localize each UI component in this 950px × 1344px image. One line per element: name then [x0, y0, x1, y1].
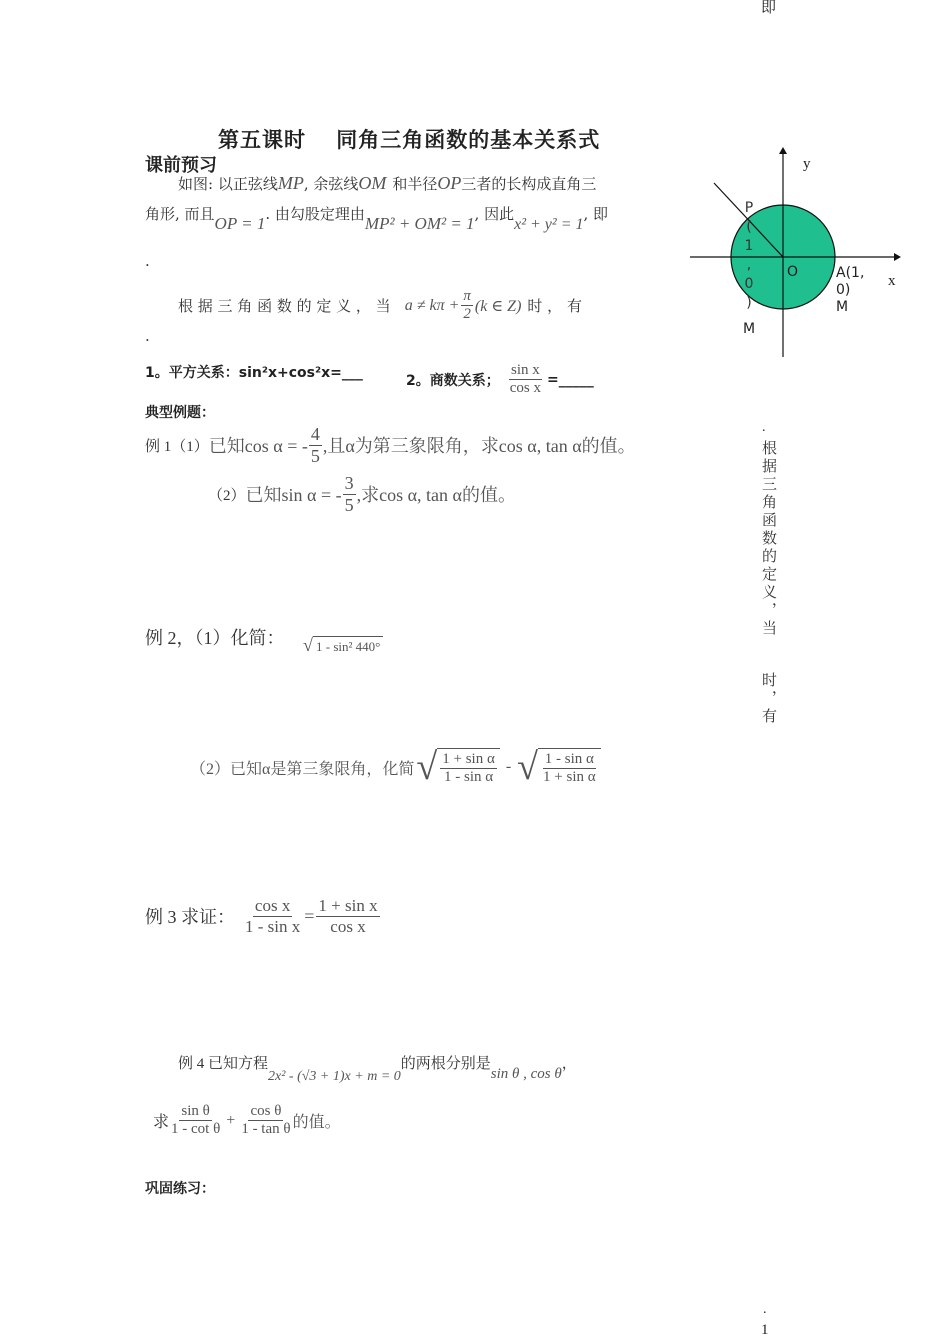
section-practice-heading: 巩固练习：	[145, 1181, 215, 1197]
ex2-given: （2）已知α是第三象限角，化简	[190, 760, 415, 778]
bottom-dot: .	[763, 1302, 767, 1317]
point-p-label: P(1,0)	[741, 200, 757, 314]
preview-text: , 余弦线	[303, 175, 359, 193]
frac-den: 5	[310, 445, 320, 466]
ex1-question-2: ,求cos α, tan α的值。	[356, 485, 516, 506]
page-title: 第五课时 同角三角函数的基本关系式	[218, 128, 601, 152]
frac-den: 5	[344, 494, 354, 515]
quotient-blank: =_____	[547, 371, 594, 388]
ex4-mid-text: 的两根分别是	[400, 1056, 491, 1072]
preview-text: . 由勾股定理由	[265, 205, 365, 223]
frac-3-5	[343, 473, 356, 515]
example-1-part-2	[208, 473, 516, 515]
frac-num: 1 + sin x	[318, 896, 378, 915]
side-column-tail: 时，有	[760, 672, 776, 726]
example-2-label: 例 2，（1）化简：	[145, 628, 285, 648]
preview-line-2	[145, 203, 609, 233]
example-4-label: 例 4 已知方程	[178, 1056, 269, 1072]
definition-tail: 时 ， 有	[527, 297, 582, 316]
condition-expr: a ≠ kπ +	[404, 296, 460, 314]
frac-num: sin θ	[179, 1103, 211, 1121]
ex1-given: 已知cos α = -	[208, 436, 308, 457]
circle-equation: x² + y² = 1	[514, 216, 584, 233]
y-axis-arrow-icon	[779, 147, 787, 154]
unit-circle-figure	[688, 145, 903, 360]
frac-num: π	[461, 288, 473, 306]
definition-text: 根 据 三 角 函 数 的 定 义 ， 当	[178, 297, 391, 316]
frac-num: 3	[344, 473, 354, 493]
frac-num: 4	[310, 424, 320, 444]
point-a-coord: A(1,	[836, 265, 865, 281]
frac-den: 1 - cot θ	[171, 1121, 221, 1138]
point-m-label: M	[836, 299, 849, 315]
origin-label: O	[787, 264, 799, 280]
section-preview-heading: 课前预习	[145, 155, 217, 176]
radical-sign: √	[303, 635, 313, 655]
preview-text: , 因此	[474, 205, 515, 223]
example-4-line-2	[153, 1103, 341, 1139]
ask-label: 求	[153, 1114, 170, 1132]
condition-domain: (k ∈ Z)	[474, 297, 522, 315]
sqrt-frac-1	[416, 748, 499, 787]
ex4-tail: 的值。	[292, 1114, 341, 1132]
preview-text: 角形, 而且	[145, 205, 215, 223]
page-number: 1	[761, 1322, 769, 1338]
example-4-line-1	[178, 1052, 577, 1084]
frac-sin-cot	[169, 1103, 222, 1139]
preview-text: 三者的长构成直角三	[461, 175, 597, 193]
frac-den: cos x	[509, 380, 541, 397]
side-dot: .	[762, 420, 766, 435]
example-1-label: 例 1（1）	[145, 438, 209, 455]
preview-line-1	[178, 173, 596, 194]
sin-over-cos	[508, 362, 543, 398]
frac-den: 1 + sin α	[543, 769, 596, 786]
op-equation: OP = 1	[214, 214, 266, 233]
frac-num: sin x	[509, 362, 542, 380]
radicand: 1 - sin² 440°	[313, 636, 383, 655]
sqrt-frac-2	[517, 748, 600, 787]
example-3-label: 例 3 求证：	[145, 907, 235, 928]
frac-1	[437, 748, 500, 787]
x-axis-label: x	[888, 273, 896, 289]
pythagoras-equation: MP² + OM² = 1	[364, 214, 475, 233]
frac-num: cos θ	[248, 1103, 283, 1121]
frac-den: cos x	[330, 916, 366, 936]
plus-sign: +	[226, 1111, 236, 1129]
definition-line	[178, 288, 582, 324]
quotient-relation	[406, 362, 594, 398]
frac-den: 1 - tan θ	[241, 1121, 291, 1138]
quadratic-equation: 2x² - (√3 + 1)x + m = 0	[268, 1069, 401, 1084]
roots-expr: sin θ , cos θ	[490, 1066, 562, 1082]
quotient-label: 2。商数关系；	[406, 372, 500, 389]
part-2-label: （2）	[208, 487, 246, 504]
preview-text: 和半径	[392, 175, 438, 193]
ex1-given-2: 已知sin α = -	[245, 485, 342, 506]
example-1-part-1	[145, 424, 636, 466]
frac-4-5	[309, 424, 322, 466]
mp-symbol: MP	[277, 173, 304, 193]
op-symbol: OP	[437, 173, 462, 193]
frac-num: 1 - sin α	[543, 751, 596, 769]
sqrt-expression	[303, 636, 383, 655]
section-examples-heading: 典型例题：	[145, 405, 215, 421]
minus-sign: -	[505, 758, 512, 776]
equals-sign: =	[304, 905, 315, 926]
y-axis-label: y	[803, 156, 811, 172]
frac-2	[538, 748, 601, 787]
ex1-question: ,且α为第三象限角，求cos α, tan α的值。	[322, 436, 636, 457]
preview-dot-1: .	[145, 252, 150, 270]
preview-dot-2: .	[145, 327, 150, 345]
rhs-frac	[316, 896, 379, 936]
frac-den: 1 - sin α	[443, 769, 494, 786]
point-a-coord-2: 0)	[836, 282, 851, 298]
radical-sign: √	[517, 746, 539, 788]
om-symbol: OM	[358, 173, 387, 193]
radical-sign: √	[416, 746, 438, 788]
comma: ，	[561, 1056, 577, 1072]
example-2-part-2	[190, 748, 601, 787]
top-right-char: 即	[761, 0, 777, 16]
point-a-label	[836, 265, 864, 316]
x-axis-arrow-icon	[894, 253, 901, 261]
frac-cos-tan	[239, 1103, 292, 1139]
square-relation: 1。平方关系：sin²x+cos²x=___	[145, 365, 363, 381]
preview-text: 如图: 以正弦线	[178, 175, 278, 193]
side-column-text: 根据三角函数的定义，当	[760, 440, 776, 638]
frac-num: 1 + sin α	[440, 751, 497, 769]
frac-den: 2	[463, 306, 471, 323]
point-p-m-label: M	[743, 321, 756, 337]
frac-num: cos x	[254, 896, 291, 915]
preview-text: , 即	[583, 205, 609, 223]
frac-den: 1 - sin x	[245, 916, 301, 936]
pi-over-2	[461, 288, 473, 324]
lhs-frac	[243, 896, 302, 936]
example-3	[145, 896, 380, 936]
